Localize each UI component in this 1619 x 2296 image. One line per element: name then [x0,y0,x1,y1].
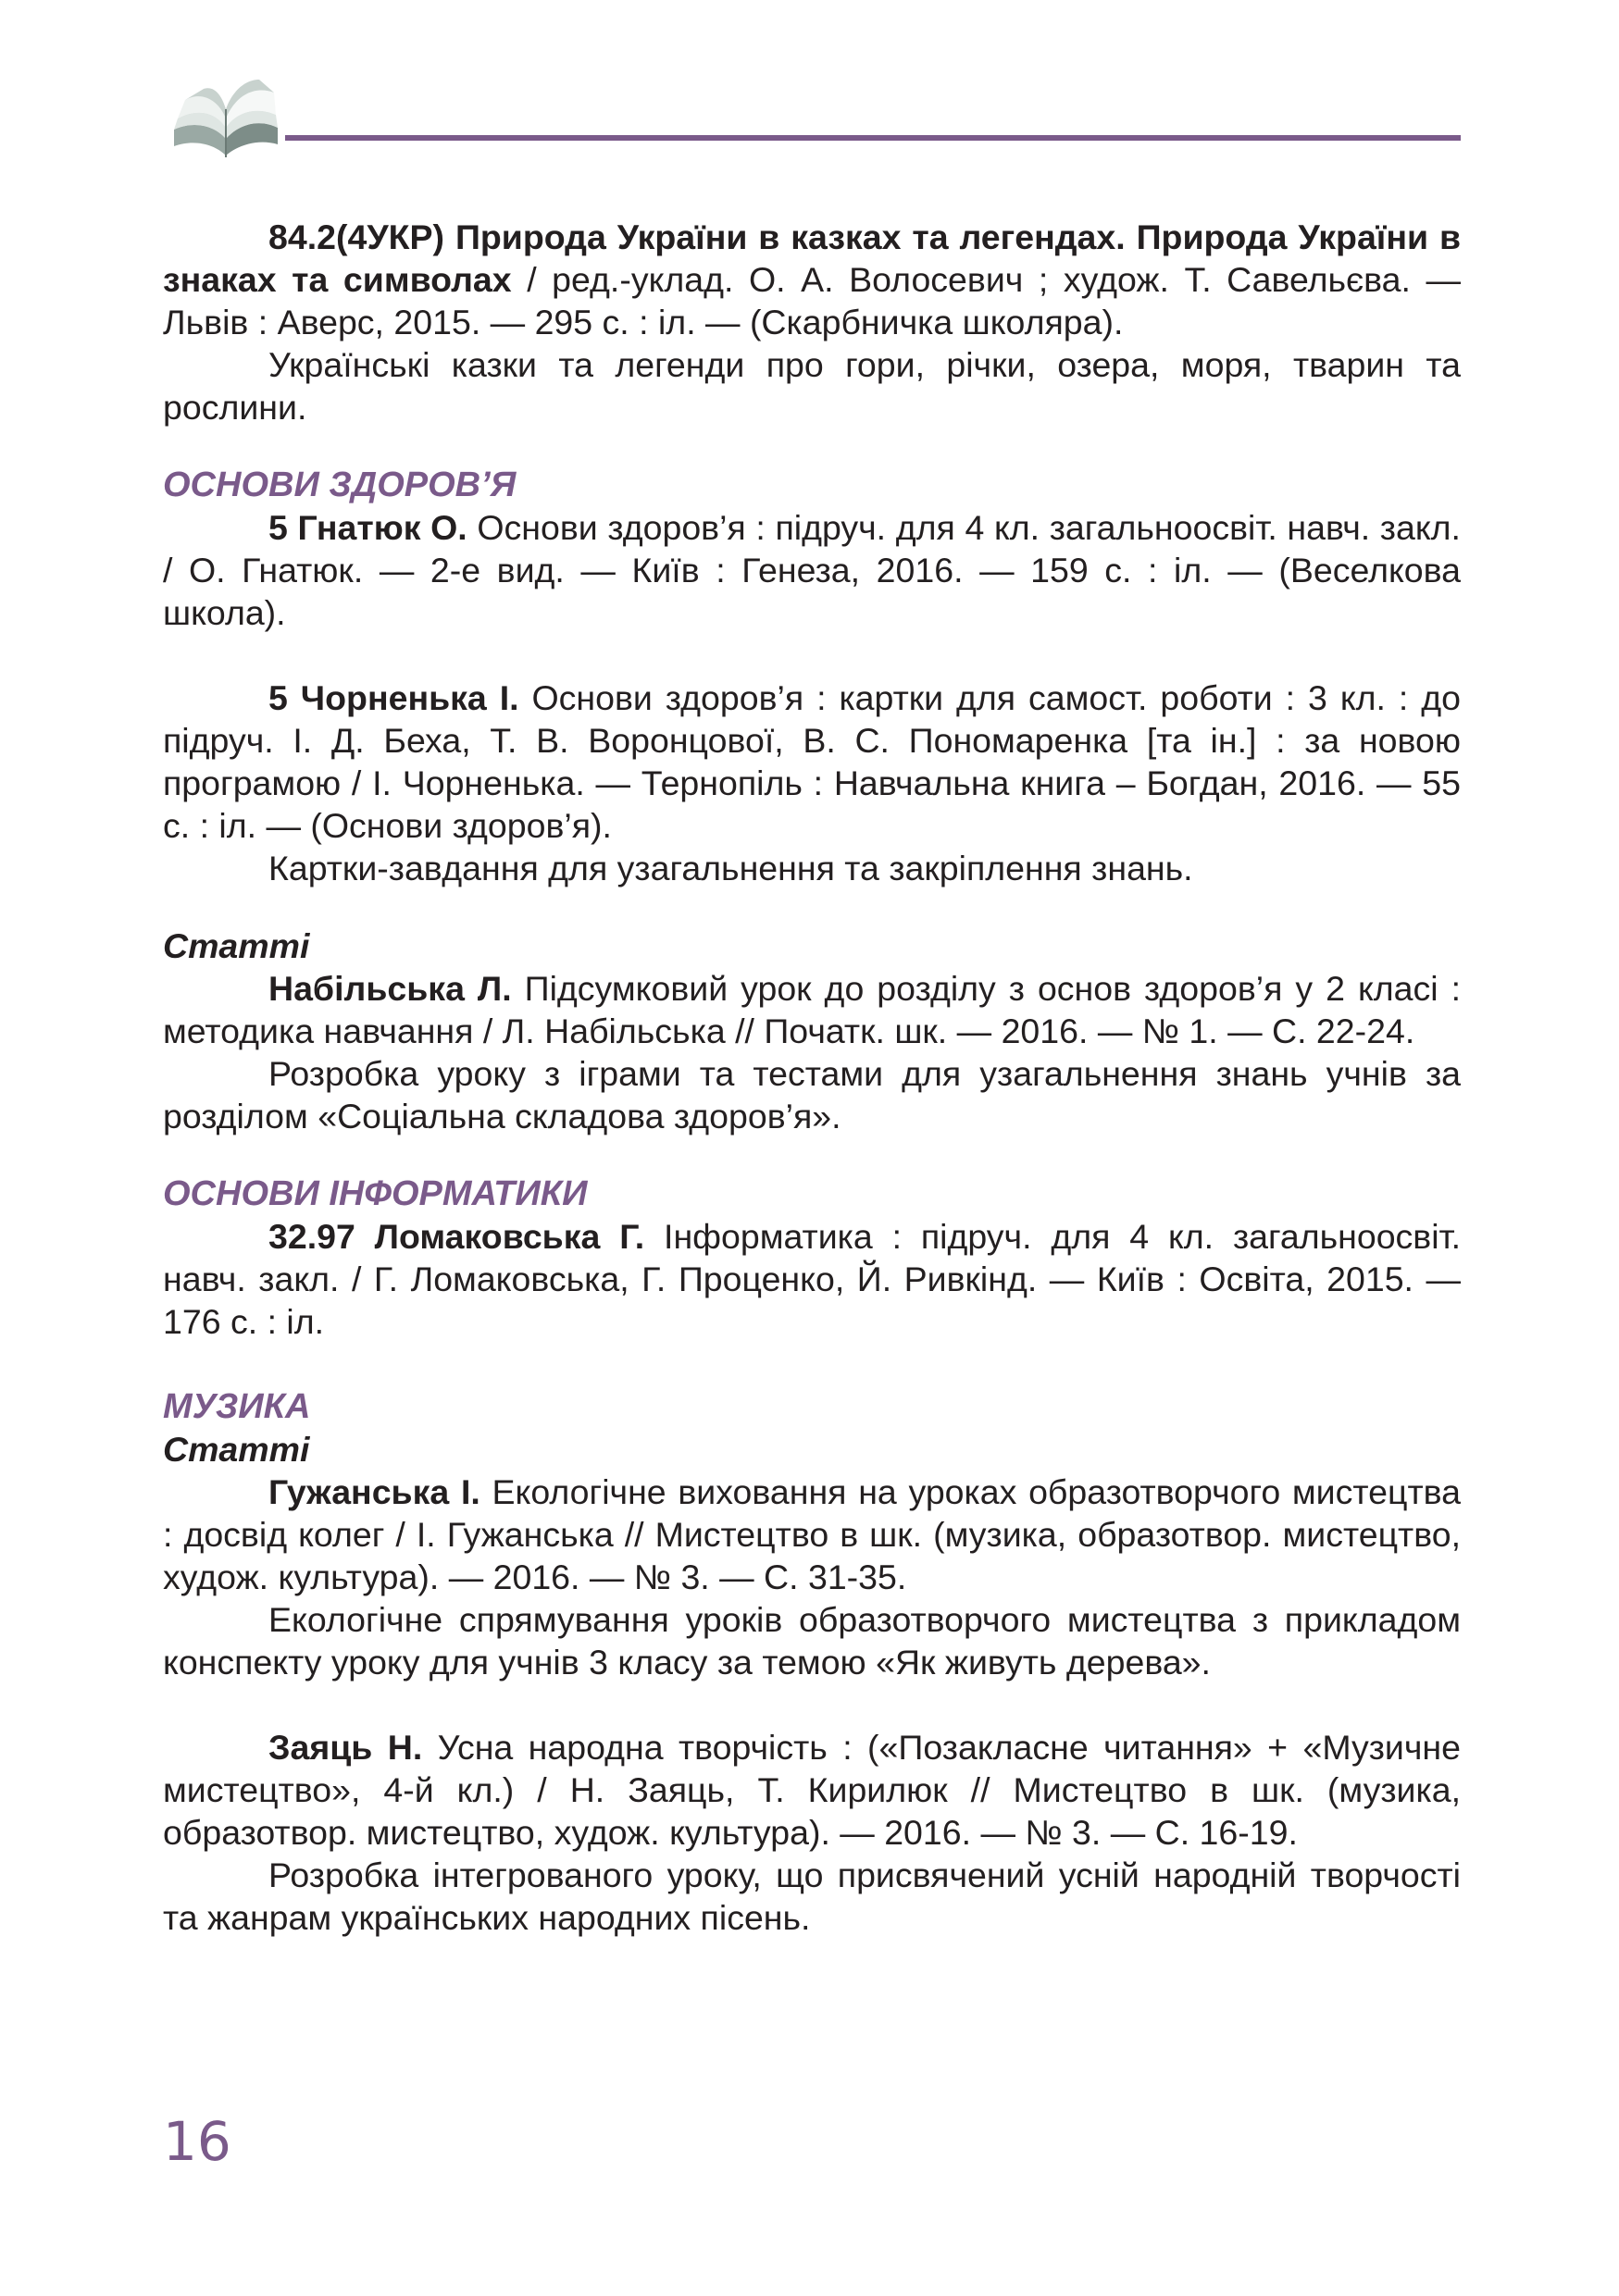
entry-description: Екологічне виховання на уроках образотворчого мистецтва : досвід колег / І. Гужанська // Мистецтво в шк. (музика, образотвор. мистецтво, худож. культура). — 2016. — № 3. — С. 31-35. [163,1472,1461,1596]
bibliography-entry [163,216,1461,343]
page-number: 16 [163,2110,231,2173]
entry-annotation: Екологічне спрямування уроків образотворчого мистецтва з прикладом конспекту уроку для учнів 3 класу за темою «Як живуть дерева». [163,1600,1461,1682]
bibliography-entry [163,1471,1461,1598]
subsection-heading: Статті [163,926,310,965]
bibliography-entry [163,506,1461,634]
entry-annotation: Розробка уроку з іграми та тестами для узагальнення знань учнів за розділом «Соціальна складова здоров’я». [163,1054,1461,1136]
bibliography-entry [163,1726,1461,1854]
section-heading: ОСНОВИ ІНФОРМАТИКИ [163,1174,588,1213]
entry-description: / ред.-уклад. О. А. Волосевич ; худож. Т. Савельєва. — Львів : Аверс, 2015. — 295 с. : іл. — (Скарбничка школяра). [163,260,1461,341]
entry-description: Основи здоров’я : підруч. для 4 кл. загальноосвіт. навч. закл. / О. Гнатюк. — 2-е вид. — Київ : Генеза, 2016. — 159 с. : іл. — (Веселкова школа). [163,508,1461,632]
entry-annotation: Українські казки та легенди про гори, річки, озера, моря, тварин та рослини. [163,345,1461,427]
entry-heading: 5 Чорненька І. [268,678,519,717]
entry-heading: 32.97 Ломаковська Г. [268,1217,645,1256]
subsection-heading: Статті [163,1430,310,1469]
entry-annotation: Картки-завдання для узагальнення та закріплення знань. [268,849,1193,887]
entry-heading: Заяць Н. [268,1728,423,1767]
open-book-icon [167,72,287,165]
entry-heading: Набільська Л. [268,969,512,1008]
bibliography-entry [163,1215,1461,1343]
section-heading: ОСНОВИ ЗДОРОВ’Я [163,465,517,504]
entry-description: Усна народна творчість : («Позакласне читання» + «Музичне мистецтво», 4-й кл.) / Н. Заяць, Т. Кирилюк // Мистецтво в шк. (музика, образотвор. мистецтво, худож. культура). — 2016. — № 3. — С. 16-19. [163,1728,1461,1852]
entry-heading: Гужанська І. [268,1472,480,1511]
entry-heading: 84.2(4УКР) Природа України в казках та легендах. Природа України в знаках та символах [163,217,1461,299]
header-rule [285,135,1461,141]
entry-description: Інформатика : підруч. для 4 кл. загальноосвіт. навч. закл. / Г. Ломаковська, Г. Проценко, Й. Ривкінд. — Київ : Освіта, 2015. — 176 с. : іл. [163,1217,1461,1341]
bibliography-entry [163,676,1461,847]
entry-heading: 5 Гнатюк О. [268,508,467,547]
entry-description: Підсумковий урок до розділу з основ здоров’я у 2 класі : методика навчання / Л. Набільська // Початк. шк. — 2016. — № 1. — С. 22-24. [163,969,1461,1050]
section-heading: МУЗИКА [163,1387,311,1426]
entry-annotation: Розробка інтегрованого уроку, що присвячений усній народній творчості та жанрам українських народних пісень. [163,1855,1461,1937]
bibliography-entry [163,967,1461,1052]
page-content [163,216,1461,1939]
entry-description: Основи здоров’я : картки для самост. роботи : 3 кл. : до підруч. І. Д. Беха, Т. В. Воронцової, В. С. Пономаренка [та ін.] : за новою програмою / І. Чорненька. — Тернопіль : Навчальна книга – Богдан, 2016. — 55 с. : іл. — (Основи здоров’я). [163,678,1461,845]
